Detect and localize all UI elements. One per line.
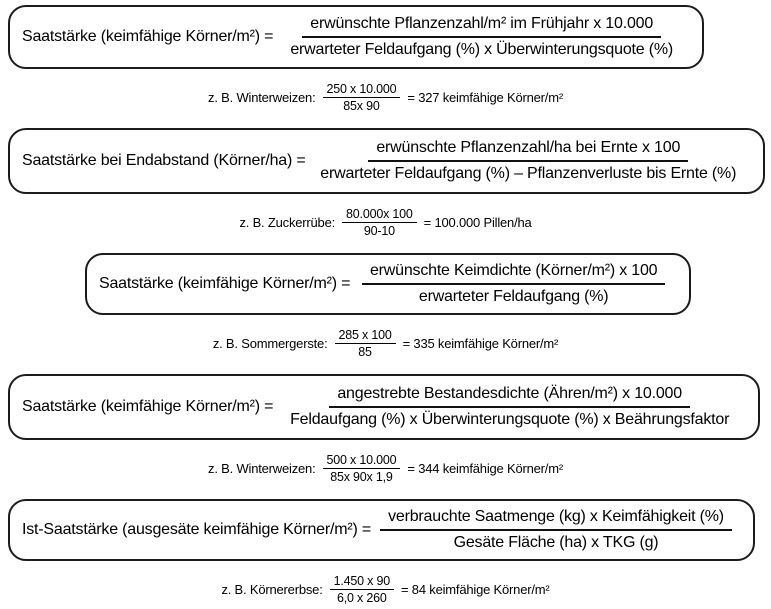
fraction-numerator: erwünschte Pflanzenzahl/ha bei Ernte x 100: [368, 138, 688, 162]
formula-label: Saatstärke (keimfähige Körner/m²) =: [22, 28, 274, 45]
example-denominator: 85x 90: [343, 98, 380, 113]
example-prefix: z. B. Zuckerrübe:: [239, 214, 336, 230]
example-result: = 344 keimfähige Körner/m²: [407, 460, 563, 476]
example-prefix: z. B. Sommergerste:: [212, 335, 328, 351]
formula-box: [8, 374, 760, 440]
fraction-numerator: angestrebte Bestandesdichte (Ähren/m²) x 10.000: [329, 384, 690, 408]
formula-fraction: [306, 138, 752, 184]
formula-box: [8, 499, 755, 561]
example-numerator: 80.000x 100: [342, 207, 417, 223]
example-denominator: 85x 90x 1,9: [330, 469, 393, 484]
formula-fraction: [371, 507, 741, 553]
example-result: = 84 keimfähige Körner/m²: [401, 581, 550, 597]
example-denominator: 85: [358, 344, 372, 359]
formula-block-2: [0, 128, 771, 237]
example-result: = 335 keimfähige Körner/m²: [402, 335, 559, 351]
formula-label: Saatstärke bei Endabstand (Körner/ha) =: [22, 152, 306, 169]
fraction-denominator: Gesäte Fläche (ha) x TKG (g): [453, 534, 659, 551]
formula-label: Saatstärke (keimfähige Körner/m²) =: [99, 275, 351, 292]
example-line: [0, 328, 771, 358]
example-numerator: 285 x 100: [335, 328, 396, 344]
fraction-denominator: erwarteter Feldaufgang (%): [418, 288, 609, 305]
example-fraction: [323, 82, 401, 113]
example-prefix: z. B. Winterweizen:: [208, 89, 316, 105]
example-prefix: z. B. Winterweizen:: [208, 460, 316, 476]
example-result: = 100.000 Pillen/ha: [423, 214, 532, 230]
formula-block-3: [0, 253, 771, 358]
formula-block-1: [0, 5, 771, 112]
example-fraction: [323, 453, 401, 484]
example-numerator: 1.450 x 90: [330, 574, 394, 590]
example-denominator: 90-10: [363, 223, 395, 238]
formula-fraction: [273, 14, 690, 60]
example-line: [0, 453, 771, 483]
example-fraction: [335, 328, 396, 359]
example-numerator: 500 x 10.000: [323, 453, 401, 469]
formula-box: [85, 253, 691, 315]
fraction-denominator: erwarteter Feldaufgang (%) x Überwinterungsquote (%): [290, 41, 673, 58]
fraction-numerator: verbrauchte Saatmenge (kg) x Keimfähigkeit (%): [380, 507, 732, 531]
formula-fraction: [350, 261, 677, 307]
formula-label: Saatstärke (keimfähige Körner/m²) =: [22, 398, 274, 415]
fraction-numerator: erwünschte Keimdichte (Körner/m²) x 100: [362, 261, 665, 285]
formula-label: Ist-Saatstärke (ausgesäte keimfähige Körner/m²) =: [22, 521, 372, 538]
formula-box: [8, 128, 765, 194]
example-line: [0, 82, 771, 112]
example-denominator: 6,0 x 260: [336, 590, 387, 605]
example-line: [0, 207, 771, 237]
example-result: = 327 keimfähige Körner/m²: [407, 89, 563, 105]
formula-fraction: [273, 384, 746, 430]
formula-block-5: [0, 499, 771, 604]
fraction-denominator: erwarteter Feldaufgang (%) – Pflanzenverluste bis Ernte (%): [320, 165, 737, 182]
fraction-numerator: erwünschte Pflanzenzahl/m² im Frühjahr x 10.000: [302, 14, 661, 38]
example-prefix: z. B. Körnererbse:: [221, 581, 323, 597]
formula-box: [8, 5, 704, 69]
example-fraction: [330, 574, 394, 605]
formula-block-4: [0, 374, 771, 483]
fraction-denominator: Feldaufgang (%) x Überwinterungsquote (%) x Beährungsfaktor: [290, 411, 730, 428]
example-numerator: 250 x 10.000: [323, 82, 401, 98]
example-fraction: [342, 207, 417, 238]
example-line: [0, 574, 771, 604]
